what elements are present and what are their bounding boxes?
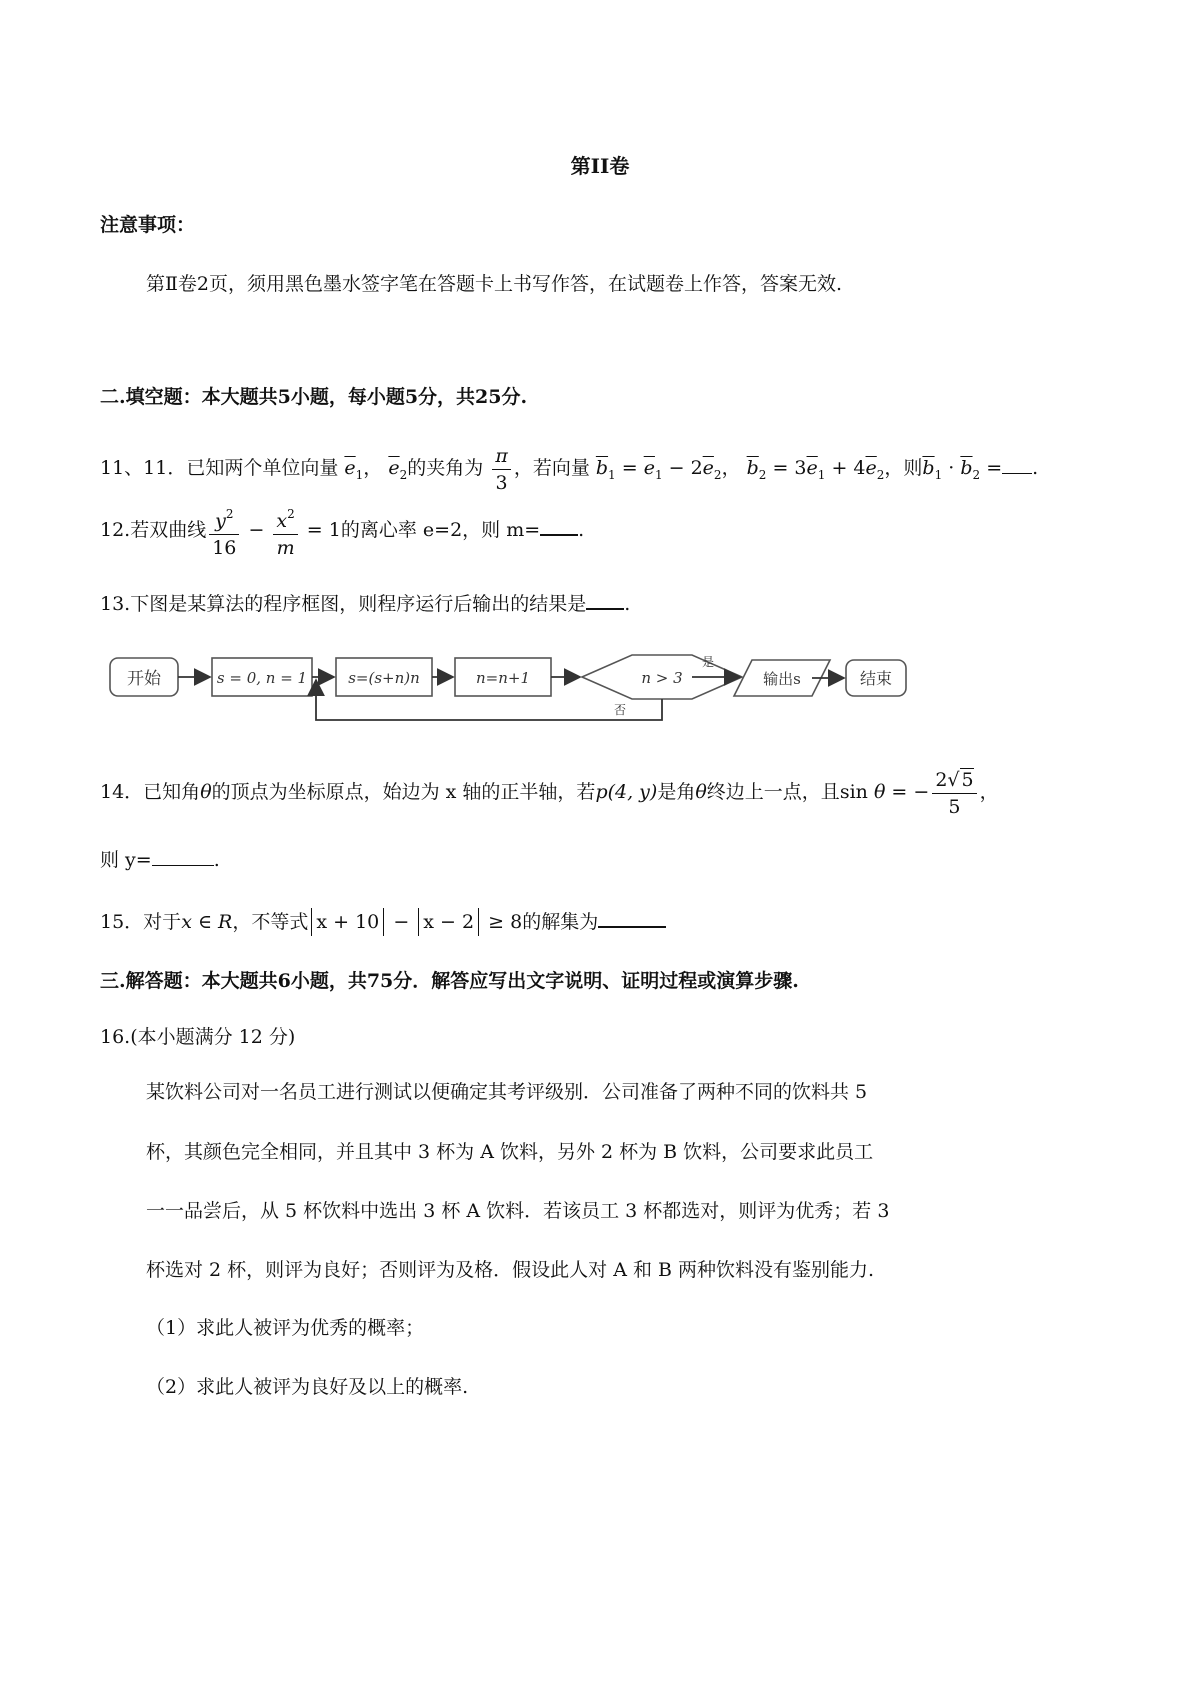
notice-text: 第Ⅱ卷2页，须用黑色墨水签字笔在答题卡上书写作答，在试题卷上作答，答案无效.	[146, 273, 843, 295]
start-label: 开始	[127, 669, 161, 689]
section-solution-heading: 三.解答题：本大题共6小题，共75分．解答应写出文字说明、证明过程或演算步骤.	[100, 970, 799, 992]
condition-label: n > 3	[641, 669, 683, 687]
question-16-part-2: （2）求此人被评为良好及以上的概率.	[146, 1376, 469, 1398]
x-squared-over-m-fraction: $\frac{x^2}{m}$	[273, 501, 297, 561]
pi-over-3-fraction: $\frac{\pi}{3}$	[492, 443, 511, 496]
question-13: 13.下图是某算法的程序框图，则程序运行后输出的结果是 .	[100, 588, 630, 618]
y-squared-over-16-fraction: $\frac{y^2}{16}$	[209, 501, 239, 561]
question-16-body-line: 某饮料公司对一名员工进行测试以便确定其考评级别．公司准备了两种不同的饮料共 5	[146, 1081, 868, 1103]
question-15: 15．对于x ∈ R，不等式 x + 10 − x − 2 ≥ 8的解集为	[100, 906, 666, 936]
question-14-line2: 则 y= .	[100, 849, 220, 871]
init-label: s = 0, n = 1	[216, 669, 308, 687]
update-s-label: s=(s+n)n	[348, 669, 420, 687]
two-root5-over-5-fraction: $\frac{2√ 5}{5}$	[932, 767, 976, 820]
question-12: 12.若双曲线 $\frac{y^2}{16}$ − $\frac{x^2}{m}$ = 1的离心率 e=2，则 m= .	[100, 500, 584, 560]
end-label: 结束	[859, 669, 893, 688]
page-title: 第II卷	[570, 154, 630, 178]
answer-blank-13	[586, 588, 624, 610]
answer-blank-15	[598, 906, 666, 928]
no-label: 否	[613, 703, 627, 717]
question-11: 11、11．已知两个单位向量 $\overline{e}_1$， $\overline{e}_2$的夹角为 $\frac{\pi}{3}$ ，若向量 $\overline{b}_1 = \overline{e}_1 - 2\overline{e}_2$， $\overline{b}_2 = 3\overline{e}_1 + 4\overline{e}_2$，则$\overline{b}_1 \cdot \overline{b}_2$ = .	[100, 444, 1039, 494]
question-16-body-line: 一一品尝后，从 5 杯饮料中选出 3 杯 A 饮料．若该员工 3 杯都选对，则评为优秀；若 3	[146, 1200, 890, 1222]
question-16-header: 16.(本小题满分 12 分)	[100, 1026, 296, 1048]
update-n-label: n=n+1	[475, 669, 531, 687]
question-16-body-line: 杯选对 2 杯，则评为良好；否则评为及格．假设此人对 A 和 B 两种饮料没有鉴别能力.	[146, 1259, 875, 1281]
section-fill-blank-heading: 二.填空题：本大题共5小题，每小题5分，共25分.	[100, 386, 528, 408]
output-label: 输出s	[763, 670, 801, 688]
answer-blank-11	[1002, 455, 1032, 474]
answer-blank-14	[152, 847, 214, 866]
yes-label: 是	[701, 655, 715, 669]
question-16-body-line: 杯，其颜色完全相同，并且其中 3 杯为 A 饮料，另外 2 杯为 B 饮料，公司要求此员工	[146, 1141, 874, 1163]
notice-heading: 注意事项：	[100, 214, 196, 236]
answer-blank-12	[540, 514, 578, 536]
question-16-part-1: （1）求此人被评为优秀的概率；	[146, 1317, 425, 1339]
program-flowchart	[100, 640, 920, 740]
question-14: 14．已知角θ的顶点为坐标原点，始边为 x 轴的正半轴，若p(4, y)是角θ终边上一点，且sin θ = − $\frac{2√ 5}{5}$ ，	[100, 768, 999, 818]
